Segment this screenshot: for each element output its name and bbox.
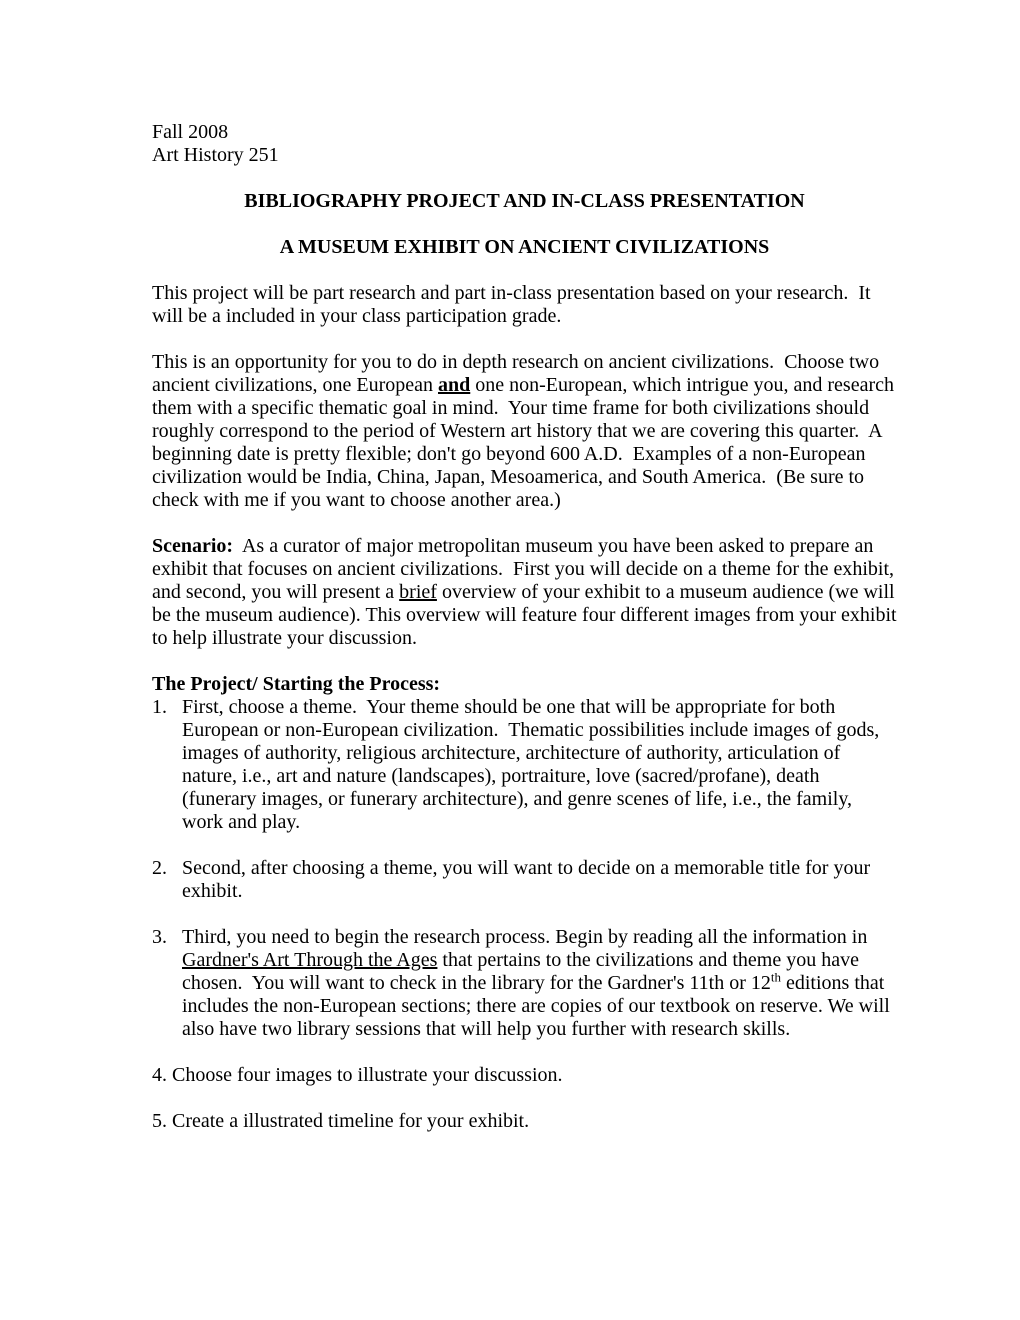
scenario-label: Scenario: xyxy=(152,535,234,557)
list-number-2: 2. xyxy=(152,857,167,879)
item-4-paragraph: 4. Choose four images to illustrate your discussion. xyxy=(152,1064,563,1086)
course-term: Fall 2008 xyxy=(152,121,229,143)
item3-text-2: that pertains to the civilizations and theme you have chosen. You will want to check in the library for the Gardner's 11th or 12 xyxy=(182,949,864,994)
list-body-1: First, choose a theme. Your theme should be one that will be appropriate for both European or non-European civilization. Thematic possibilities include images of gods, images of authority, religious architecture, architecture of authority, articulation of nature, i.e., art and nature (landscapes), portraiture, love (sacred/profane), death (funerary images, or funerary architecture), and genre scenes of life, i.e., the family, work and play. xyxy=(182,696,885,833)
intro-paragraph: This project will be part research and part in-class presentation based on your research. It will be a included in your class participation grade. xyxy=(152,282,876,327)
list-body-2: Second, after choosing a theme, you will want to decide on a memorable title for your exhibit. xyxy=(182,857,876,902)
opportunity-paragraph xyxy=(152,351,900,512)
opportunity-text-1: This is an opportunity for you to do in depth research on ancient civilizations. Choose two ancient civilizations, one European xyxy=(152,351,885,396)
scenario-text-1: As a curator of major metropolitan museum you have been asked to prepare an exhibit that focuses on ancient civilizations. First you will decide on a theme for the exhibit, and second, you will present a xyxy=(152,535,900,603)
opportunity-text-2: one non-European, which intrigue you, and research them with a specific thematic goal in mind. Your time frame for both civilizations should roughly correspond to the period of Western art history that we are covering this quarter. A beginning date is pretty flexible; don't go beyond 600 A.D. Examples of a non-European civilization would be India, China, Japan, Mesoamerica, and South America. (Be sure to check with me if you want to choose another area.) xyxy=(152,374,900,511)
book-title: Gardner's Art Through the Ages xyxy=(182,949,438,971)
list-number-1: 1. xyxy=(152,696,167,718)
list-item-1 xyxy=(152,696,897,834)
item3-text-3: editions that includes the non-European sections; there are copies of our textbook on reserve. We will also have two library sessions that will help you further with research skills. xyxy=(182,972,895,1040)
scenario-text-2: overview of your exhibit to a museum audience (we will be the museum audience). This overview will feature four different images from your exhibit to help illustrate your discussion. xyxy=(152,581,902,649)
document-title: BIBLIOGRAPHY PROJECT AND IN-CLASS PRESENTATION xyxy=(244,190,805,212)
item3-text-1: Third, you need to begin the research process. Begin by reading all the information in xyxy=(182,926,873,948)
list-number-3: 3. xyxy=(152,926,167,948)
document-header xyxy=(152,121,897,167)
list-item-3 xyxy=(152,926,897,1041)
emphasis-brief: brief xyxy=(399,581,437,603)
list-item-2 xyxy=(152,857,897,903)
project-heading: The Project/ Starting the Process: xyxy=(152,673,441,695)
item-5-paragraph: 5. Create a illustrated timeline for your exhibit. xyxy=(152,1110,530,1132)
ordinal-superscript: th xyxy=(770,969,781,985)
emphasis-and: and xyxy=(438,374,471,396)
scenario-paragraph xyxy=(152,535,902,650)
list-body-3 xyxy=(182,926,897,1041)
course-name: Art History 251 xyxy=(152,144,279,166)
document-subtitle: A MUSEUM EXHIBIT ON ANCIENT CIVILIZATIONS xyxy=(279,236,770,258)
